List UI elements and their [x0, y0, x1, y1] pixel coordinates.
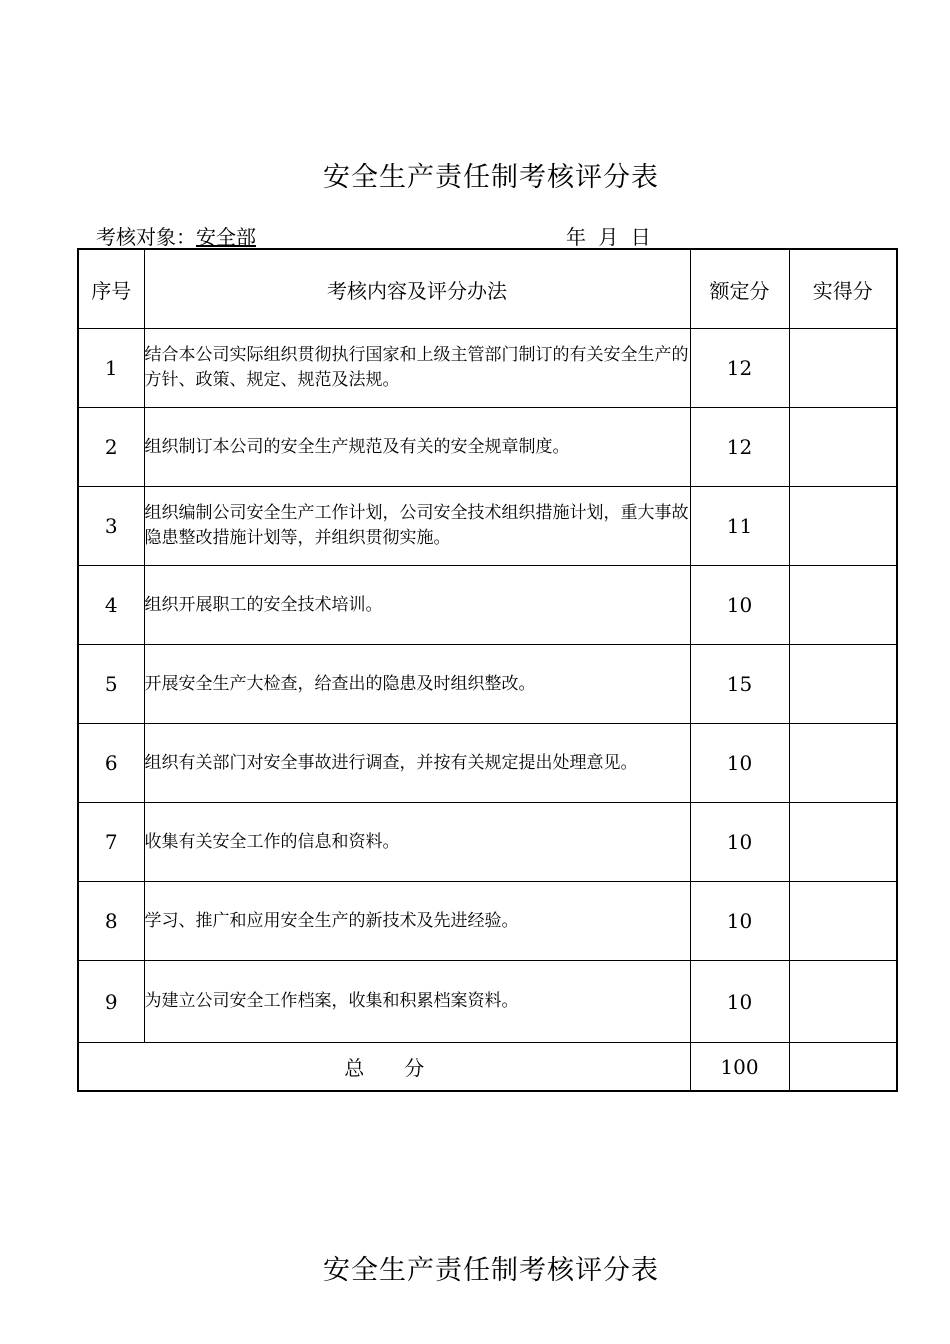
row-no: 5: [78, 645, 144, 724]
row-quota: 10: [690, 803, 789, 882]
table-header-row: [78, 249, 897, 329]
header-no: 序号: [78, 249, 144, 329]
table-row: [78, 803, 897, 882]
row-no: 6: [78, 724, 144, 803]
row-no: 3: [78, 487, 144, 566]
total-label: 总 分: [78, 1043, 690, 1092]
total-actual-score[interactable]: [789, 1043, 897, 1092]
row-quota: 10: [690, 724, 789, 803]
row-quota: 10: [690, 961, 789, 1043]
total-row: [78, 1043, 897, 1092]
row-content: 组织开展职工的安全技术培训。: [144, 566, 690, 645]
row-no: 7: [78, 803, 144, 882]
row-no: 1: [78, 329, 144, 408]
row-content: 学习、推广和应用安全生产的新技术及先进经验。: [144, 882, 690, 961]
row-no: 9: [78, 961, 144, 1043]
assessment-target: [96, 221, 278, 250]
row-actual-score[interactable]: [789, 882, 897, 961]
header-content: 考核内容及评分办法: [144, 249, 690, 329]
header-actual: 实得分: [789, 249, 897, 329]
row-actual-score[interactable]: [789, 408, 897, 487]
table-row: [78, 882, 897, 961]
row-actual-score[interactable]: [789, 487, 897, 566]
row-actual-score[interactable]: [789, 645, 897, 724]
score-table: [77, 248, 898, 1092]
row-quota: 12: [690, 329, 789, 408]
row-content: 为建立公司安全工作档案，收集和积累档案资料。: [144, 961, 690, 1043]
total-quota: 100: [690, 1043, 789, 1092]
row-quota: 15: [690, 645, 789, 724]
row-no: 8: [78, 882, 144, 961]
table-row: [78, 645, 897, 724]
row-no: 4: [78, 566, 144, 645]
row-quota: 10: [690, 882, 789, 961]
row-actual-score[interactable]: [789, 329, 897, 408]
row-quota: 12: [690, 408, 789, 487]
row-actual-score[interactable]: [789, 566, 897, 645]
row-actual-score[interactable]: [789, 724, 897, 803]
row-content: 结合本公司实际组织贯彻执行国家和上级主管部门制订的有关安全生产的方针、政策、规定、规范及法规。: [144, 329, 690, 408]
row-no: 2: [78, 408, 144, 487]
table-row: [78, 329, 897, 408]
next-page-title: 安全生产责任制考核评分表: [323, 1255, 659, 1286]
date-field: 年 月 日: [566, 225, 651, 249]
row-content: 组织编制公司安全生产工作计划，公司安全技术组织措施计划，重大事故隐患整改措施计划等，并组织贯彻实施。: [144, 487, 690, 566]
row-quota: 11: [690, 487, 789, 566]
row-actual-score[interactable]: [789, 961, 897, 1043]
row-content: 组织有关部门对安全事故进行调查，并按有关规定提出处理意见。: [144, 724, 690, 803]
table-row: [78, 724, 897, 803]
row-content: 收集有关安全工作的信息和资料。: [144, 803, 690, 882]
assessment-target-value: 安全部: [196, 225, 256, 249]
row-content: 开展安全生产大检查，给查出的隐患及时组织整改。: [144, 645, 690, 724]
row-actual-score[interactable]: [789, 803, 897, 882]
table-row: [78, 408, 897, 487]
table-row: [78, 487, 897, 566]
table-row: [78, 961, 897, 1043]
table-row: [78, 566, 897, 645]
header-quota: 额定分: [690, 249, 789, 329]
row-content: 组织制订本公司的安全生产规范及有关的安全规章制度。: [144, 408, 690, 487]
assessment-target-label: 考核对象：: [96, 225, 196, 249]
row-quota: 10: [690, 566, 789, 645]
page-title: 安全生产责任制考核评分表: [323, 162, 659, 193]
